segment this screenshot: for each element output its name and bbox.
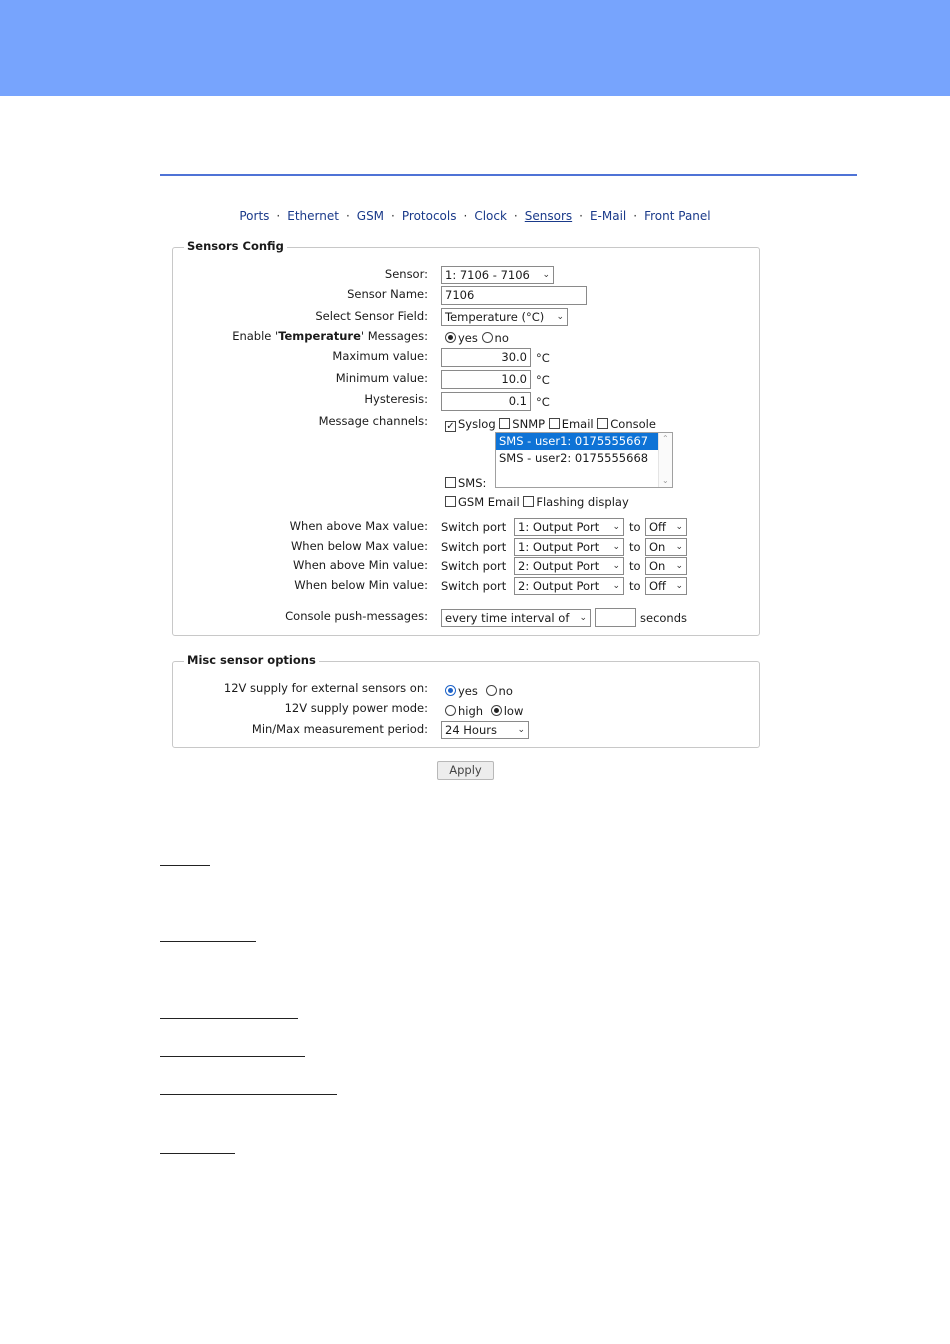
console-checkbox[interactable]	[597, 418, 608, 429]
mode-high-radio[interactable]	[445, 705, 456, 716]
nav-separator: ·	[276, 209, 281, 223]
header-banner	[0, 0, 950, 96]
push-interval-input[interactable]	[595, 608, 636, 627]
snmp-checkbox[interactable]	[499, 418, 510, 429]
scroll-down-icon[interactable]: ⌄	[662, 476, 669, 485]
power-mode-label: 12V supply power mode:	[284, 701, 428, 715]
channel-checkboxes	[445, 417, 656, 432]
mode-low-radio[interactable]	[491, 705, 502, 716]
chevron-down-icon: ⌄	[517, 725, 525, 735]
below-max-prefix: Switch port	[441, 540, 507, 554]
nav-ethernet[interactable]: Ethernet	[287, 209, 339, 223]
below-min-state-value: Off	[649, 579, 666, 593]
supply-no-label: no	[498, 684, 513, 698]
above-max-state-select[interactable]	[645, 518, 687, 536]
chevron-down-icon: ⌄	[675, 542, 683, 552]
chevron-down-icon: ⌄	[612, 561, 620, 571]
below-min-label: When below Min value:	[294, 578, 428, 592]
email-checkbox[interactable]	[549, 418, 560, 429]
push-interval-unit: seconds	[640, 611, 688, 625]
period-value: 24 Hours	[445, 723, 497, 737]
period-select[interactable]	[441, 721, 529, 739]
sensor-name-input[interactable]: 7106	[441, 286, 587, 305]
sensor-field-select[interactable]	[441, 308, 568, 326]
sensor-field-label: Select Sensor Field:	[315, 309, 428, 323]
snmp-label: SNMP	[512, 417, 546, 431]
console-label: Console	[610, 417, 656, 431]
enable-messages-radios	[445, 331, 509, 345]
below-max-port-select[interactable]	[514, 538, 624, 556]
max-value-input[interactable]: 30.0	[441, 348, 531, 367]
apply-button[interactable]: Apply	[437, 761, 494, 780]
sms-option-user1[interactable]: SMS - user1: 0175555667	[496, 433, 658, 450]
enable-no-radio[interactable]	[482, 332, 493, 343]
chevron-down-icon: ⌄	[579, 613, 587, 623]
sms-label: SMS:	[458, 476, 487, 490]
power-mode-radios	[445, 704, 523, 718]
nav-sensors[interactable]: Sensors	[524, 209, 573, 223]
sms-recipients-listbox[interactable]	[495, 432, 673, 488]
chevron-down-icon: ⌄	[542, 270, 550, 280]
supply-on-radios	[445, 684, 513, 698]
enable-label-post: ' Messages:	[360, 329, 428, 343]
redacted-heading-line	[160, 1094, 337, 1095]
settings-nav	[0, 209, 950, 223]
below-max-state-select[interactable]	[645, 538, 687, 556]
above-min-port-select[interactable]	[514, 557, 624, 575]
sms-channel	[445, 476, 486, 490]
email-label: Email	[561, 417, 594, 431]
mode-low-label: low	[503, 704, 524, 718]
sensor-name-label: Sensor Name:	[347, 287, 428, 301]
above-max-port-select[interactable]	[514, 518, 624, 536]
flashing-display-checkbox[interactable]	[523, 496, 534, 507]
syslog-checkbox[interactable]: ✓	[446, 421, 455, 432]
above-max-prefix: Switch port	[441, 520, 507, 534]
supply-on-label: 12V supply for external sensors on:	[223, 681, 428, 695]
above-min-state-select[interactable]	[645, 557, 687, 575]
period-label: Min/Max measurement period:	[251, 722, 428, 736]
enable-no-label: no	[494, 331, 509, 345]
max-unit: °C	[536, 351, 550, 365]
nav-gsm[interactable]: GSM	[356, 209, 385, 223]
above-min-state-value: On	[649, 559, 666, 573]
sensor-select[interactable]	[441, 266, 554, 284]
extra-channels	[445, 495, 629, 509]
sms-checkbox[interactable]	[445, 477, 456, 488]
chevron-down-icon: ⌄	[612, 542, 620, 552]
nav-email[interactable]: E-Mail	[589, 209, 627, 223]
nav-front-panel[interactable]: Front Panel	[644, 209, 711, 223]
chevron-down-icon: ⌄	[556, 312, 564, 322]
nav-separator: ·	[513, 209, 518, 223]
sensors-config-legend: Sensors Config	[184, 239, 287, 253]
flashing-display-label: Flashing display	[536, 495, 629, 509]
chevron-down-icon: ⌄	[675, 522, 683, 532]
sensor-select-value: 1: 7106 - 7106	[445, 268, 530, 282]
nav-ports[interactable]: Ports	[239, 209, 270, 223]
above-max-port-value: 1: Output Port	[518, 520, 600, 534]
chevron-down-icon: ⌄	[675, 581, 683, 591]
min-unit: °C	[536, 373, 550, 387]
enable-yes-label: yes	[458, 331, 478, 345]
scroll-up-icon[interactable]: ⌃	[662, 434, 669, 443]
below-max-port-value: 1: Output Port	[518, 540, 600, 554]
redacted-heading-line	[160, 865, 210, 866]
chevron-down-icon: ⌄	[612, 522, 620, 532]
above-min-prefix: Switch port	[441, 559, 507, 573]
nav-protocols[interactable]: Protocols	[401, 209, 457, 223]
redacted-heading-line	[160, 941, 256, 942]
below-min-port-select[interactable]	[514, 577, 624, 595]
sensor-field-value: Temperature (°C)	[445, 310, 545, 324]
chevron-down-icon: ⌄	[675, 561, 683, 571]
mode-high-label: high	[458, 704, 484, 718]
message-channels-label: Message channels:	[318, 414, 428, 428]
hysteresis-label: Hysteresis:	[364, 392, 428, 406]
redacted-heading-line	[160, 1018, 298, 1019]
hysteresis-unit: °C	[536, 395, 550, 409]
console-push-select[interactable]	[441, 609, 591, 627]
redacted-heading-line	[160, 1153, 235, 1154]
nav-clock[interactable]: Clock	[474, 209, 507, 223]
above-min-port-value: 2: Output Port	[518, 559, 600, 573]
below-min-state-select[interactable]	[645, 577, 687, 595]
nav-separator: ·	[633, 209, 638, 223]
below-max-to: to	[629, 540, 641, 554]
enable-yes-radio[interactable]	[445, 332, 456, 343]
nav-separator: ·	[463, 209, 468, 223]
min-value-input[interactable]: 10.0	[441, 370, 531, 389]
gsm-email-checkbox[interactable]	[445, 496, 456, 507]
above-max-label: When above Max value:	[289, 519, 428, 533]
misc-options-legend: Misc sensor options	[184, 653, 319, 667]
supply-no-radio[interactable]	[486, 685, 497, 696]
syslog-label: Syslog	[458, 417, 496, 431]
above-max-to: to	[629, 520, 641, 534]
below-min-to: to	[629, 579, 641, 593]
listbox-scrollbar[interactable]	[658, 433, 672, 487]
enable-label-pre: Enable '	[232, 329, 279, 343]
console-push-value: every time interval of	[445, 611, 570, 625]
redacted-heading-line	[160, 1056, 305, 1057]
supply-yes-label: yes	[458, 684, 478, 698]
sms-option-user2[interactable]: SMS - user2: 0175555668	[499, 451, 649, 465]
header-divider	[160, 174, 857, 176]
above-min-to: to	[629, 559, 641, 573]
enable-label-field: Temperature	[278, 329, 361, 343]
nav-separator: ·	[345, 209, 350, 223]
above-min-label: When above Min value:	[293, 558, 428, 572]
nav-separator: ·	[391, 209, 395, 223]
below-min-port-value: 2: Output Port	[518, 579, 600, 593]
enable-messages-label	[232, 329, 428, 343]
nav-separator: ·	[579, 209, 583, 223]
max-value-label: Maximum value:	[332, 349, 428, 363]
below-min-prefix: Switch port	[441, 579, 507, 593]
console-push-label: Console push-messages:	[285, 609, 428, 623]
hysteresis-input[interactable]: 0.1	[441, 392, 531, 411]
gsm-email-label: GSM Email	[458, 495, 520, 509]
below-max-label: When below Max value:	[290, 539, 428, 553]
sensor-label: Sensor:	[384, 267, 428, 281]
chevron-down-icon: ⌄	[612, 581, 620, 591]
above-max-state-value: Off	[649, 520, 666, 534]
below-max-state-value: On	[649, 540, 666, 554]
supply-yes-radio[interactable]	[445, 685, 456, 696]
min-value-label: Minimum value:	[335, 371, 428, 385]
